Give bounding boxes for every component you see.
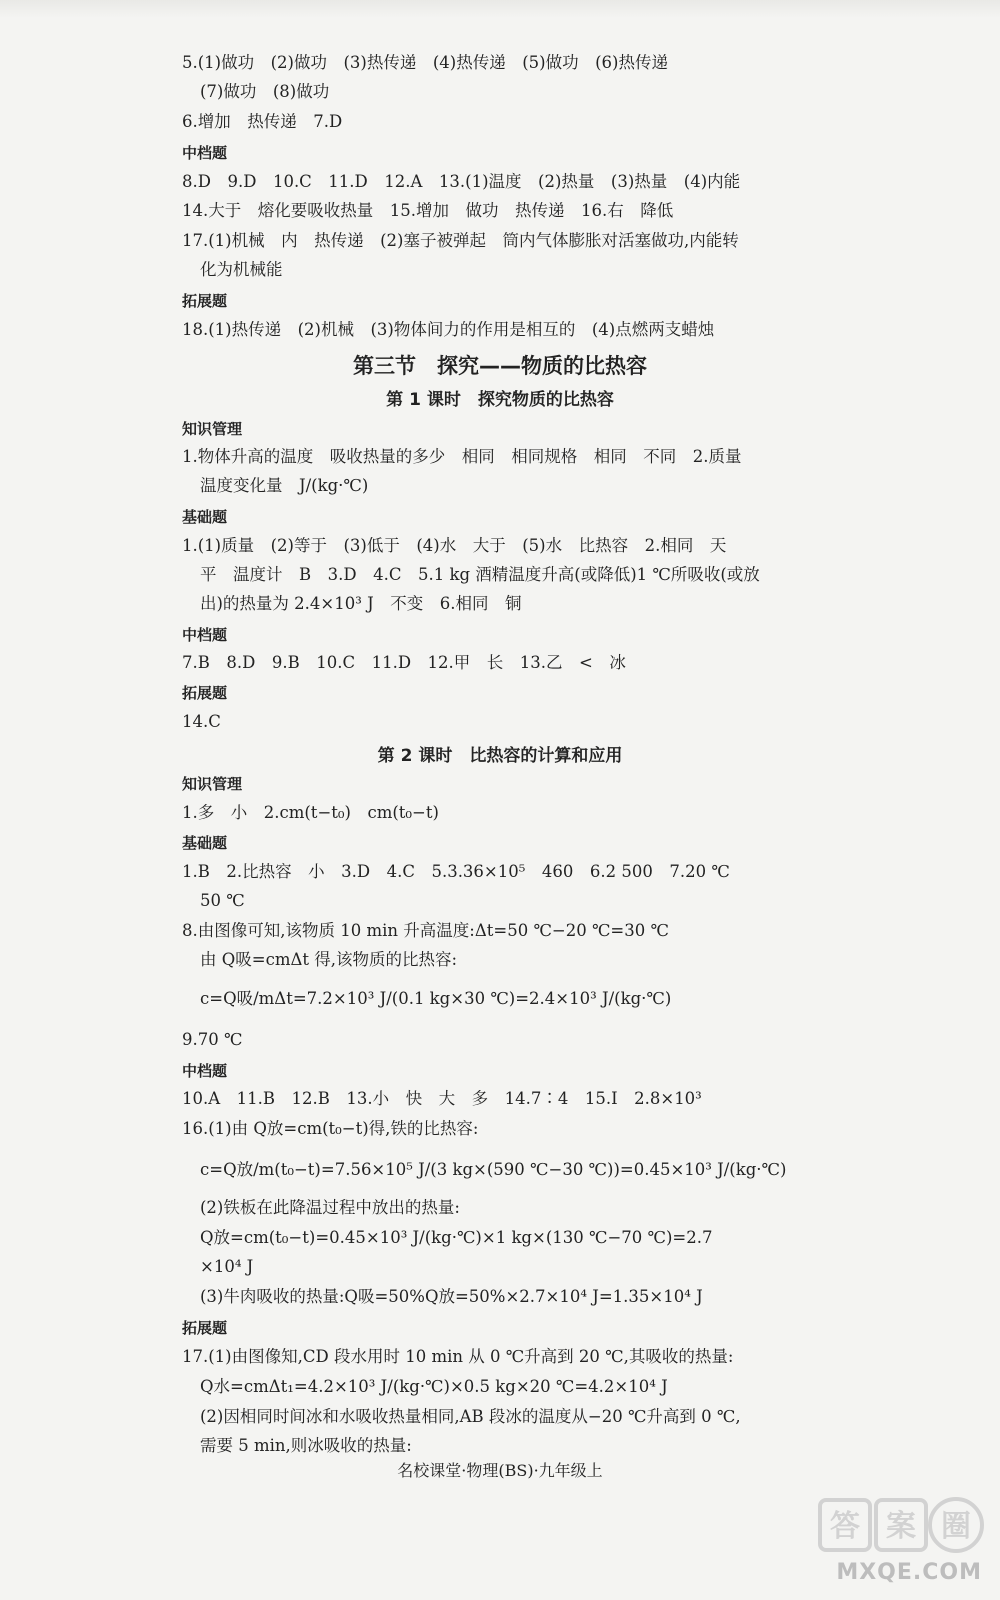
answer-line: 5.(1)做功 (2)做功 (3)热传递 (4)热传递 (5)做功 (6)热传递 xyxy=(182,53,668,72)
answer-line: 10.A 11.B 12.B 13.小 快 大 多 14.7∶4 15.I 2.8×10³ xyxy=(182,1089,702,1108)
answer-line: 1.B 2.比热容 小 3.D 4.C 5.3.36×10⁵ 460 6.2 500 7.20 ℃ xyxy=(182,862,730,881)
section-label: 基础题 xyxy=(182,834,228,852)
section-label: 知识管理 xyxy=(182,420,243,438)
formula-line: Q水=cmΔt₁=4.2×10³ J/(kg·℃)×0.5 kg×20 ℃=4.2×10⁴ J xyxy=(200,1377,668,1396)
answer-line: 出)的热量为 2.4×10³ J 不变 6.相同 铜 xyxy=(200,594,522,613)
section-label: 中档题 xyxy=(182,1062,228,1080)
answer-line: 需要 5 min,则冰吸收的热量: xyxy=(200,1436,412,1455)
page-footer: 名校课堂·物理(BS)·九年级上 xyxy=(397,1461,603,1480)
answer-line: 1.多 小 2.cm(t−t₀) cm(t₀−t) xyxy=(182,803,439,822)
formula-line: Q放=cm(t₀−t)=0.45×10³ J/(kg·℃)×1 kg×(130 ℃−70 ℃)=2.7 xyxy=(200,1228,713,1247)
answer-line: (3)牛肉吸收的热量:Q吸=50%Q放=50%×2.7×10⁴ J=1.35×10⁴ J xyxy=(200,1287,703,1306)
answer-line: (7)做功 (8)做功 xyxy=(200,82,330,101)
answer-line: 平 温度计 B 3.D 4.C 5.1 kg 酒精温度升高(或降低)1 ℃所吸收(或放 xyxy=(200,565,760,584)
answer-line: 1.(1)质量 (2)等于 (3)低于 (4)水 大于 (5)水 比热容 2.相同 天 xyxy=(182,536,727,555)
answer-line: 6.增加 热传递 7.D xyxy=(182,112,343,131)
answer-line: 8.由图像可知,该物质 10 min 升高温度:Δt=50 ℃−20 ℃=30 ℃ xyxy=(182,921,669,940)
watermark-char-2: 案 xyxy=(886,1509,916,1544)
answer-line: 由 Q吸=cmΔt 得,该物质的比热容: xyxy=(200,950,458,969)
scan-edge xyxy=(0,0,1000,18)
section-label: 拓展题 xyxy=(182,684,228,702)
answer-line: 17.(1)由图像知,CD 段水用时 10 min 从 0 ℃升高到 20 ℃,其吸收的热量: xyxy=(182,1347,734,1366)
section-label: 中档题 xyxy=(182,626,228,644)
answer-line: 50 ℃ xyxy=(200,891,245,910)
formula-line: c=Q放/m(t₀−t)=7.56×10⁵ J/(3 kg×(590 ℃−30 ℃))=0.45×10³ J/(kg·℃) xyxy=(200,1160,787,1179)
answer-line: 1.物体升高的温度 吸收热量的多少 相同 相同规格 相同 不同 2.质量 xyxy=(182,447,742,466)
answer-line: 16.(1)由 Q放=cm(t₀−t)得,铁的比热容: xyxy=(182,1119,479,1138)
section-label: 拓展题 xyxy=(182,292,228,310)
formula-line: ×10⁴ J xyxy=(200,1257,254,1276)
watermark-char-1: 答 xyxy=(830,1509,860,1544)
answer-line: 化为机械能 xyxy=(200,260,283,279)
answer-line: 9.70 ℃ xyxy=(182,1030,243,1049)
answer-line: 7.B 8.D 9.B 10.C 11.D 12.甲 长 13.乙 < 冰 xyxy=(182,653,626,672)
answer-line: 14.C xyxy=(182,712,221,731)
answer-line: 14.大于 熔化要吸收热量 15.增加 做功 热传递 16.右 降低 xyxy=(182,201,674,220)
section-label: 中档题 xyxy=(182,144,228,162)
answer-line: (2)铁板在此降温过程中放出的热量: xyxy=(200,1198,460,1217)
answer-line: 温度变化量 J/(kg·℃) xyxy=(200,476,369,495)
section-label: 知识管理 xyxy=(182,775,243,793)
section-label: 基础题 xyxy=(182,508,228,526)
section-heading: 第三节 探究——物质的比热容 xyxy=(353,354,647,378)
answer-line: 17.(1)机械 内 热传递 (2)塞子被弹起 筒内气体膨胀对活塞做功,内能转 xyxy=(182,231,739,250)
formula-line: c=Q吸/mΔt=7.2×10³ J/(0.1 kg×30 ℃)=2.4×10³ J/(kg·℃) xyxy=(200,989,672,1008)
watermark-url: MXQE.COM xyxy=(836,1560,982,1585)
watermark-char-3: 圈 xyxy=(941,1509,971,1544)
lesson-heading: 第 1 课时 探究物质的比热容 xyxy=(386,390,614,410)
lesson-heading: 第 2 课时 比热容的计算和应用 xyxy=(377,746,623,766)
answer-line: 8.D 9.D 10.C 11.D 12.A 13.(1)温度 (2)热量 (3)热量 (4)内能 xyxy=(182,172,741,191)
answer-line: (2)因相同时间冰和水吸收热量相同,AB 段冰的温度从−20 ℃升高到 0 ℃, xyxy=(200,1407,741,1426)
section-label: 拓展题 xyxy=(182,1319,228,1337)
answer-line: 18.(1)热传递 (2)机械 (3)物体间力的作用是相互的 (4)点燃两支蜡烛 xyxy=(182,320,715,339)
